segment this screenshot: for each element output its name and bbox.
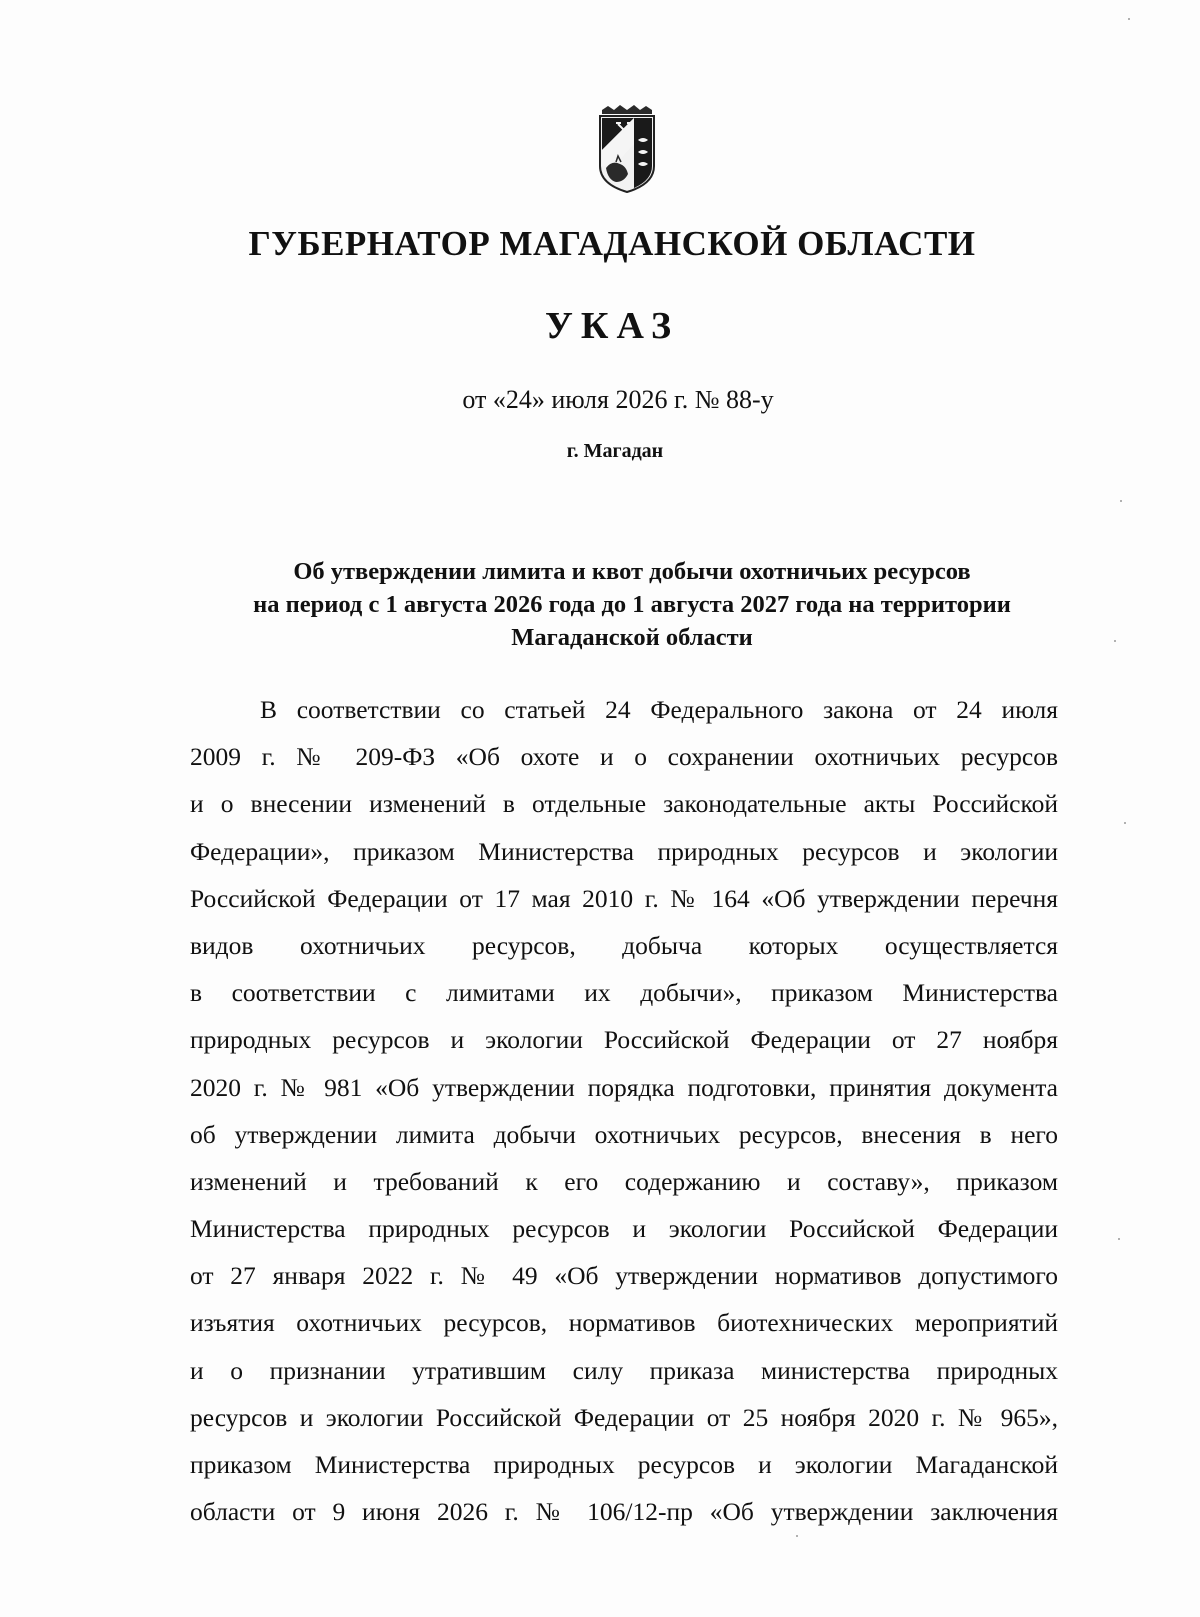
subject-line: Магаданской области (511, 624, 753, 651)
scan-speck (1128, 18, 1130, 20)
body-line: 2020 г. № 981 «Об утверждении порядка подготовки, принятия документа (190, 1072, 1058, 1102)
coat-of-arms-icon (594, 104, 660, 194)
scan-speck (1120, 500, 1122, 502)
scan-speck (1114, 640, 1116, 642)
body-line: Министерства природных ресурсов и экологии Российской Федерации (190, 1214, 1058, 1244)
body-line: об утверждении лимита добычи охотничьих ресурсов, внесения в него (190, 1119, 1058, 1149)
document-type-heading: УКАЗ (545, 305, 679, 347)
body-line: изъятия охотничьих ресурсов, нормативов биотехнических мероприятий (190, 1308, 1058, 1338)
scan-speck (1124, 822, 1126, 824)
body-line: и о признании утратившим силу приказа министерства природных (190, 1355, 1058, 1385)
body-line: и о внесении изменений в отдельные законодательные акты Российской (190, 789, 1058, 819)
date-and-number: от «24» июля 2026 г. № 88-у (462, 385, 774, 414)
body-line: области от 9 июня 2026 г. № 106/12-пр «Об утверждении заключения (190, 1497, 1058, 1527)
scan-speck (1118, 1238, 1120, 1240)
body-line: изменений и требований к его содержанию и составу», приказом (190, 1166, 1058, 1196)
place-of-issue: г. Магадан (566, 440, 664, 462)
body-line: природных ресурсов и экологии Российской Федерации от 27 ноября (190, 1025, 1058, 1055)
decree-subject-title (150, 555, 1114, 654)
subject-line: Об утверждении лимита и квот добычи охотничьих ресурсов (293, 558, 971, 585)
body-line: В соответствии со статьей 24 Федерального закона от 24 июля (260, 695, 1058, 724)
body-line: Федерации», приказом Министерства природных ресурсов и экологии (190, 836, 1058, 866)
body-line: от 27 января 2022 г. № 49 «Об утверждении нормативов допустимого (190, 1261, 1058, 1291)
subject-line: на период с 1 августа 2026 года до 1 августа 2027 года на территории (253, 591, 1011, 618)
scan-speck (796, 1535, 798, 1537)
body-line: приказом Министерства природных ресурсов и экологии Магаданской (190, 1450, 1058, 1479)
body-line: видов охотничьих ресурсов, добыча которых осуществляется (190, 930, 1058, 960)
body-line: Российской Федерации от 17 мая 2010 г. № 164 «Об утверждении перечня (190, 883, 1058, 913)
body-line: в соответствии с лимитами их добычи», приказом Министерства (190, 978, 1058, 1008)
body-line: ресурсов и экологии Российской Федерации от 25 ноября 2020 г. № 965», (190, 1402, 1058, 1432)
decree-body-paragraph (190, 686, 1058, 1535)
body-line: 2009 г. № 209-ФЗ «Об охоте и о сохранении охотничьих ресурсов (190, 742, 1058, 772)
issuing-authority-heading: ГУБЕРНАТОР МАГАДАНСКОЙ ОБЛАСТИ (248, 224, 976, 263)
